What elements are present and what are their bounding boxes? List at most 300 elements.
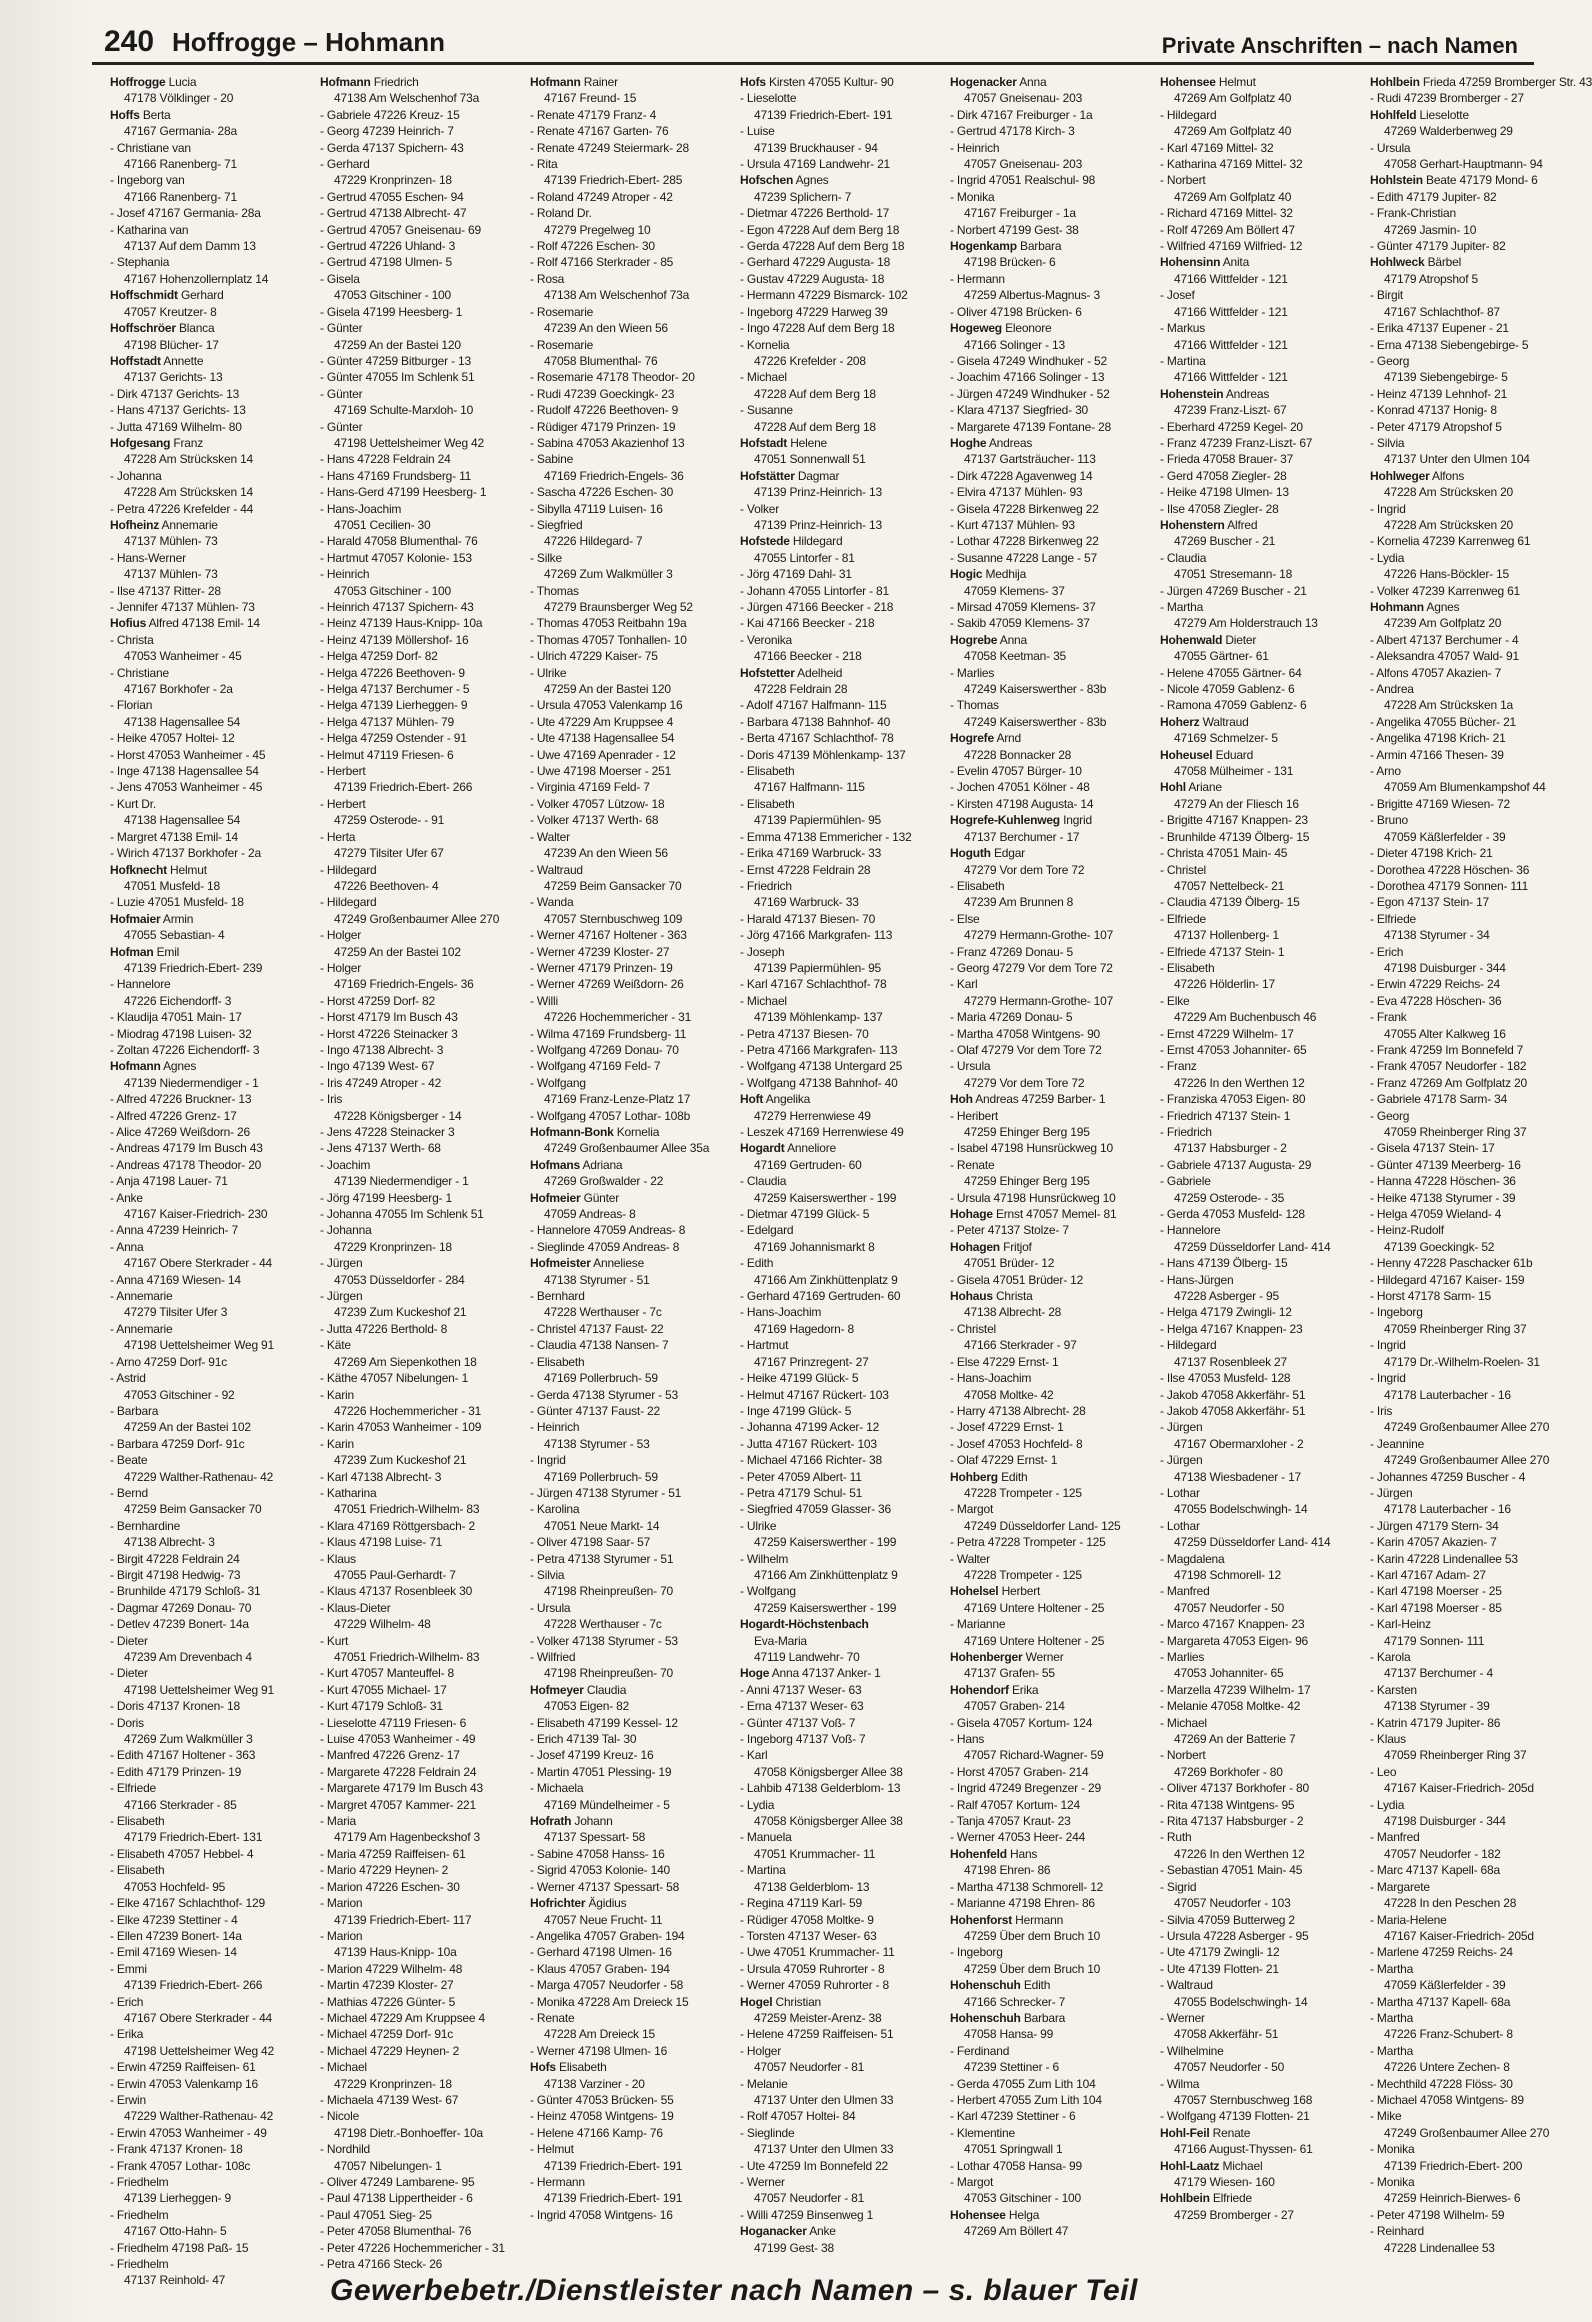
directory-subentry (530, 1944, 730, 1960)
subentry-name: - Georg 47279 Vor dem Tore 72 (950, 960, 1113, 975)
directory-subentry (1160, 1780, 1360, 1796)
directory-subentry (1160, 435, 1360, 451)
directory-entry (1160, 747, 1360, 780)
directory-subentry (1370, 402, 1570, 418)
directory-subentry (740, 1862, 940, 1895)
subentry-name: - Michael (740, 993, 787, 1008)
directory-subentry (530, 1321, 730, 1337)
subentry-name: - Ferdinand (950, 2043, 1010, 2058)
subentry-name: - Lothar 47228 Birkenweg 22 (950, 534, 1099, 549)
subentry-name: - Johann 47055 Lintorfer - 81 (740, 583, 889, 598)
directory-subentry (1160, 1042, 1360, 1058)
directory-subentry (1370, 878, 1570, 894)
subentry-name: - Heinz 47139 Lehnhof- 21 (1370, 386, 1508, 401)
directory-subentry (1160, 1173, 1360, 1206)
given-name: Anna (1019, 75, 1047, 89)
address: 47137 Gerichts- 13 (124, 370, 223, 385)
directory-subentry (110, 2207, 310, 2240)
given-name: Elfriede (1212, 2191, 1252, 2206)
directory-subentry (110, 1173, 310, 1189)
directory-subentry (110, 419, 310, 435)
address: 47249 Kaiserswerther - 83b (964, 714, 1107, 729)
subentry-name: - Franz 47239 Franz-Liszt- 67 (1160, 435, 1313, 450)
address: 47055 Alter Kalkweg 16 (1384, 1026, 1506, 1041)
directory-subentry (110, 1895, 310, 1911)
page-header (92, 22, 1534, 65)
subentry-name: - Marianne 47198 Ehren- 86 (950, 1896, 1095, 1911)
surname: Hohlweck (1370, 255, 1425, 270)
directory-subentry (950, 911, 1150, 944)
subentry-name: - Zoltan 47226 Eichendorff- 3 (110, 1042, 260, 1057)
directory-subentry (530, 993, 730, 1026)
address: 47139 Friedrich-Ebert- 191 (544, 2191, 683, 2206)
subentry-name: - Hannelore (110, 977, 171, 992)
subentry-name: - Wilhelm (740, 1551, 789, 1566)
directory-subentry (110, 829, 310, 845)
address: 47239 An den Wieen 56 (544, 321, 668, 336)
subentry-name: - Ingeborg 47137 Voß- 7 (740, 1732, 866, 1747)
directory-subentry (110, 1764, 310, 1780)
directory-subentry (320, 254, 520, 270)
subentry-name: - Kai 47166 Beecker - 218 (740, 616, 875, 631)
address: 47228 Werthauser - 7c (544, 1617, 662, 1632)
directory-subentry (1370, 2076, 1570, 2092)
directory-entry (110, 74, 310, 107)
subentry-name: - Horst 47226 Steinacker 3 (320, 1026, 458, 1041)
subentry-name: - Jens 47228 Steinacker 3 (320, 1125, 455, 1139)
directory-subentry (1160, 1206, 1360, 1222)
address: 47137 Hollenberg- 1 (1174, 928, 1279, 943)
subentry-name: - Birgit 47198 Hedwig- 73 (110, 1567, 241, 1582)
subentry-name: - Günter (320, 386, 363, 401)
given-name: Elisabeth (559, 2060, 607, 2075)
address: 47226 Hölderlin- 17 (1174, 977, 1275, 992)
subentry-name: - Edith 47167 Holtener - 363 (110, 1748, 256, 1763)
directory-subentry (950, 1944, 1150, 1977)
subentry-name: - Holger (320, 928, 362, 943)
surname: Hohenstein (1160, 386, 1224, 401)
directory-subentry (740, 1944, 940, 1960)
directory-subentry (110, 1157, 310, 1173)
subentry-name: - Maria (320, 1814, 356, 1829)
subentry-name: - Volker 47138 Styrumer - 53 (530, 1633, 678, 1648)
directory-subentry (530, 1403, 730, 1419)
subentry-name: - Käthe 47057 Nibelungen- 1 (320, 1371, 469, 1386)
given-name: Michael (1222, 2158, 1263, 2173)
directory-entry (950, 1206, 1150, 1222)
subentry-name: - Joseph (740, 944, 785, 959)
directory-subentry (530, 1961, 730, 1977)
address: 47137 Unter den Ulmen 33 (754, 2142, 894, 2157)
subentry-name: - Brigitte 47169 Wiesen- 72 (1370, 796, 1511, 811)
subentry-name: - Iris (1370, 1403, 1393, 1418)
directory-subentry (320, 648, 520, 664)
address: 47166 Sterkrader - 97 (964, 1338, 1077, 1353)
directory-subentry (530, 1747, 730, 1763)
directory-subentry (950, 304, 1150, 320)
subentry-name: - Renate 47179 Franz- 4 (530, 107, 657, 122)
directory-subentry (320, 2223, 520, 2239)
subentry-name: - Claudia 47138 Nansen- 7 (530, 1338, 669, 1353)
address: 47059 Käßlerfelder - 39 (1384, 829, 1506, 844)
subentry-name: - Martin 47239 Kloster- 27 (320, 1978, 454, 1993)
directory-subentry (1370, 1862, 1570, 1878)
directory-subentry (110, 1108, 310, 1124)
directory-subentry (740, 566, 940, 582)
subentry-name: - Petra 47138 Styrumer - 51 (530, 1551, 674, 1566)
surname: Hohensinn (1160, 255, 1221, 270)
subentry-name: - Klementine (950, 2125, 1015, 2140)
address: 47057 Sternbuschweg 109 (544, 911, 683, 926)
directory-subentry (740, 1780, 940, 1796)
directory-subentry (740, 1649, 940, 1665)
address: 47249 Großenbaumer Allee 270 (1384, 1420, 1550, 1435)
directory-subentry (530, 1633, 730, 1649)
surname: Hoguth (950, 846, 991, 861)
subentry-name: - Anke (110, 1190, 143, 1205)
address: 47138 Styrumer - 53 (544, 1436, 650, 1451)
directory-subentry (1160, 1944, 1360, 1960)
directory-subentry (530, 697, 730, 713)
directory-column (1370, 74, 1592, 2255)
subentry-name: - Roland Dr. (530, 206, 592, 221)
directory-subentry (320, 1551, 520, 1584)
subentry-name: - Jörg 47199 Heesberg- 1 (320, 1190, 452, 1205)
surname: Hofstätter (740, 468, 795, 483)
directory-subentry (740, 993, 940, 1026)
given-name: Erika (1012, 1682, 1039, 1697)
subentry-name: - Karola (1370, 1650, 1411, 1664)
subentry-name: - Barbara 47259 Dorf- 91c (110, 1436, 245, 1451)
address: 47239 Splichern- 7 (754, 189, 852, 204)
surname: Hoffschmidt (110, 288, 178, 303)
given-name: Edgar (993, 846, 1025, 861)
address: 47057 Graben- 214 (964, 1699, 1065, 1714)
directory-subentry (530, 1928, 730, 1944)
directory-subentry (320, 533, 520, 549)
directory-subentry (530, 1288, 730, 1321)
subentry-name: - Dieter (110, 1666, 148, 1681)
subentry-name: - Leo (1370, 1764, 1397, 1779)
directory-subentry (1370, 1206, 1570, 1222)
surname: Hogic (950, 567, 983, 582)
directory-subentry (320, 222, 520, 238)
surname: Hofmaier (110, 911, 161, 926)
subentry-name: - Mathias 47226 Günter- 5 (320, 1994, 456, 2009)
subentry-name: - Margareta 47053 Eigen- 96 (1160, 1633, 1309, 1648)
address: 47051 Neue Markt- 14 (544, 1518, 660, 1533)
address: 47051 Musfeld- 18 (124, 878, 220, 893)
directory-subentry (1160, 1108, 1360, 1124)
subentry-name: - Gerhard 47169 Gertruden- 60 (740, 1289, 901, 1304)
directory-subentry (530, 1239, 730, 1255)
given-name: Kirsten 47055 Kultur- 90 (769, 75, 894, 89)
subentry-name: - Wilfried (530, 1650, 576, 1664)
directory-subentry (530, 747, 730, 763)
subentry-name: - Emma 47138 Emmericher - 132 (740, 829, 912, 844)
directory-subentry (530, 1222, 730, 1238)
subentry-name: - Helga 47259 Ostender - 91 (320, 731, 467, 746)
directory-subentry (950, 1157, 1150, 1190)
subentry-name: - Doris 47137 Kronen- 18 (110, 1699, 240, 1714)
directory-subentry (950, 2043, 1150, 2076)
directory-subentry (110, 796, 310, 829)
address: 47138 Varziner - 20 (544, 2076, 645, 2091)
subentry-name: - Friedhelm 47198 Paß- 15 (110, 2240, 249, 2255)
subentry-name: - Marion (320, 1928, 363, 1943)
subentry-name: - Leszek 47169 Herrenwiese 49 (740, 1125, 904, 1139)
address: 47179 Friedrich-Ebert- 131 (124, 1830, 263, 1845)
directory-subentry (110, 1944, 310, 1960)
directory-entry (950, 1682, 1150, 1715)
subentry-name: - Bruno (1370, 813, 1408, 828)
directory-subentry (1370, 665, 1570, 681)
surname: Hofstetter (740, 665, 795, 680)
subentry-name: - Lahbib 47138 Gelderblom- 13 (740, 1781, 901, 1796)
subentry-name: - Elisabeth 47057 Hebbel- 4 (110, 1846, 254, 1861)
given-name: Alfons (1432, 468, 1465, 483)
address: 47051 Cecilien- 30 (334, 517, 431, 532)
directory-entry (110, 615, 310, 631)
address: 47139 Friedrich-Ebert- 266 (124, 1978, 263, 1993)
directory-subentry (1160, 697, 1360, 713)
surname: Hohenberger (950, 1650, 1023, 1664)
address: 47059 Klemens- 37 (964, 583, 1065, 598)
subentry-name: - Armin 47166 Thesen- 39 (1370, 747, 1504, 762)
subentry-name: - Marion 47229 Wilhelm- 48 (320, 1961, 463, 1976)
address: 47169 Pollerbruch- 59 (544, 1469, 658, 1484)
address: 47259 Beim Gansacker 70 (544, 878, 682, 893)
directory-subentry (320, 1370, 520, 1386)
directory-subentry (110, 140, 310, 173)
given-name: Frieda 47259 Bromberger Str. 43 (1422, 75, 1592, 89)
given-name: Blanca (178, 321, 215, 336)
directory-subentry (1370, 583, 1570, 599)
subentry-name: - Sieglinde 47059 Andreas- 8 (530, 1239, 680, 1254)
subentry-name: - Christiane (110, 665, 169, 680)
directory-subentry (1160, 1551, 1360, 1584)
subentry-name: - Olaf 47279 Vor dem Tore 72 (950, 1042, 1102, 1057)
directory-subentry (530, 501, 730, 517)
subentry-name: - Ingeborg (1370, 1305, 1423, 1320)
directory-subentry (950, 501, 1150, 517)
subentry-name: - Heike 47057 Holtei- 12 (110, 731, 235, 746)
subentry-name: - Heinz 47139 Möllershof- 16 (320, 632, 469, 647)
subentry-name: - Ernst 47053 Johanniter- 65 (1160, 1042, 1307, 1057)
surname: Hohberg (950, 1469, 998, 1484)
surname: Hohenschuh (950, 2010, 1021, 2025)
address: 47137 Reinhold- 47 (124, 2273, 226, 2288)
address: 47279 Hermann-Grothe- 107 (964, 993, 1114, 1008)
address: 47279 Herrenwiese 49 (754, 1108, 871, 1123)
subentry-name: - Elvira 47137 Mühlen- 93 (950, 485, 1083, 500)
surname: Hofmans (530, 1157, 580, 1172)
directory-subentry (740, 1304, 940, 1337)
surname: Hogardt (740, 1141, 785, 1156)
subentry-name: - Ingrid (1370, 501, 1406, 516)
address: 47228 Auf dem Berg 18 (754, 419, 876, 434)
subentry-name: - Markus (1160, 321, 1206, 336)
directory-subentry (320, 714, 520, 730)
directory-subentry (1370, 550, 1570, 583)
subentry-name: - Marianne (950, 1617, 1006, 1632)
address: 47057 Neudorfer - 50 (1174, 1600, 1285, 1615)
directory-subentry (1160, 353, 1360, 386)
directory-entry (740, 1616, 940, 1649)
address: 47051 Friedrich-Wilhelm- 83 (334, 1502, 480, 1517)
subentry-name: - Gabriele (1160, 1174, 1211, 1189)
subentry-name: - Thomas (950, 698, 999, 713)
address: 47259 An der Bastei 102 (334, 944, 461, 959)
address: 47167 Halfmann- 115 (754, 780, 865, 795)
directory-subentry (1160, 419, 1360, 435)
subentry-name: - Arno (1370, 764, 1401, 779)
surname: Hohl-Laatz (1160, 2158, 1220, 2173)
surname: Hohelsel (950, 1584, 999, 1599)
subentry-name: - Rosemarie 47178 Theodor- 20 (530, 370, 695, 385)
subentry-name: - Andrea (1370, 682, 1414, 697)
directory-subentry (950, 189, 1150, 222)
address: 47226 Untere Zechen- 8 (1384, 2060, 1510, 2075)
subentry-name: - Wolfgang 47269 Donau- 70 (530, 1042, 679, 1057)
directory-subentry (740, 1797, 940, 1830)
subentry-name: - Konrad 47137 Honig- 8 (1370, 403, 1497, 418)
directory-subentry (1370, 1140, 1570, 1156)
directory-subentry (1370, 1255, 1570, 1271)
address: 47249 Kaiserswerther - 83b (964, 682, 1107, 697)
subentry-name: - Herbert (320, 796, 366, 811)
subentry-name: - Johanna 47199 Acker- 12 (740, 1420, 880, 1435)
address: 47226 Hildegard- 7 (544, 534, 643, 549)
address: 47169 Untere Holtener - 25 (964, 1633, 1105, 1648)
given-name: Helmut (1218, 75, 1256, 89)
directory-entry (740, 1091, 940, 1124)
subentry-name: - Elisabeth (110, 1814, 165, 1829)
directory-subentry (740, 2207, 940, 2223)
surname: Hoherz (1160, 714, 1200, 729)
subentry-name: - Günter 47137 Faust- 22 (530, 1403, 660, 1418)
subentry-name: - Hans-Jürgen (1160, 1272, 1234, 1287)
subentry-name: - Margarete 47179 Im Busch 43 (320, 1781, 483, 1796)
directory-subentry (1160, 1633, 1360, 1649)
subentry-name: - Bernd (110, 1485, 148, 1500)
directory-subentry (530, 1042, 730, 1058)
address: 47259 An der Bastei 120 (544, 682, 671, 697)
directory-subentry (950, 271, 1150, 304)
subentry-name: - Nordhild (320, 2142, 371, 2157)
subentry-name: - Peter 47226 Hochemmericher - 31 (320, 2240, 505, 2255)
address: 47138 Hagensallee 54 (124, 813, 241, 828)
directory-subentry (1160, 960, 1360, 993)
subentry-name: - Michael 47259 Dorf- 91c (320, 2027, 454, 2042)
directory-subentry (1160, 1715, 1360, 1748)
subentry-name: - Günter 47179 Jupiter- 82 (1370, 239, 1506, 254)
address: 47269 Borkhofer - 80 (1174, 1764, 1283, 1779)
subentry-name: - Ernst 47229 Wilhelm- 17 (1160, 1026, 1294, 1041)
given-name: Rainer (583, 75, 618, 89)
subentry-name: - Inge 47138 Hagensallee 54 (110, 764, 259, 779)
directory-subentry (530, 156, 730, 189)
subentry-name: - Werner 47198 Ulmen- 16 (530, 2043, 668, 2058)
directory-subentry (320, 2256, 520, 2272)
subentry-name: - Gabriele 47137 Augusta- 29 (1160, 1157, 1312, 1172)
directory-subentry (530, 960, 730, 976)
directory-subentry (740, 1222, 940, 1255)
surname: Hoft (740, 1092, 764, 1107)
directory-subentry (320, 1879, 520, 1895)
subentry-name: - Ruth (1160, 1830, 1192, 1845)
address: 47167 Kaiser-Friedrich- 205d (1384, 1928, 1534, 1943)
subentry-name: - Ilse 47058 Ziegler- 28 (1160, 501, 1279, 516)
directory-subentry (320, 1387, 520, 1420)
directory-subentry (740, 1436, 940, 1452)
address: 47269 An der Batterie 7 (1174, 1732, 1296, 1747)
subentry-name: - Susanne (740, 403, 793, 418)
subentry-name: - Heinz-Rudolf (1370, 1223, 1444, 1238)
directory-subentry (1160, 550, 1360, 583)
subentry-name: - Erwin 47259 Raiffeisen- 61 (110, 2060, 256, 2075)
directory-column (110, 74, 310, 2288)
directory-subentry (1370, 337, 1570, 353)
directory-subentry (320, 730, 520, 746)
subentry-name: - Aleksandra 47057 Wald- 91 (1370, 649, 1519, 664)
address: 47228 Am Strücksken 14 (124, 485, 254, 500)
address: 47059 Andreas- 8 (544, 1207, 636, 1222)
address: 47139 Friedrich-Ebert- 191 (754, 107, 893, 122)
directory-subentry (530, 1337, 730, 1353)
subentry-name: - Gerda 47055 Zum Lith 104 (950, 2076, 1096, 2091)
directory-subentry (320, 1140, 520, 1156)
directory-subentry (320, 468, 520, 484)
directory-subentry (950, 172, 1150, 188)
address: 47138 Styrumer - 34 (1384, 928, 1490, 943)
address: 47259 Ehinger Berg 195 (964, 1125, 1090, 1139)
subentry-name: - Horst 47259 Dorf- 82 (320, 993, 435, 1008)
address: 47166 Wittfelder - 121 (1174, 304, 1288, 319)
address: 47139 Prinz-Heinrich- 13 (754, 517, 882, 532)
subentry-name: - Karl (740, 1748, 768, 1763)
subentry-name: - Anja 47198 Lauer- 71 (110, 1174, 228, 1189)
subentry-name: - Jürgen (1160, 1453, 1203, 1468)
subentry-name: - Henny 47228 Paschacker 61b (1370, 1256, 1533, 1271)
directory-subentry (530, 583, 730, 616)
directory-subentry (1370, 1042, 1570, 1058)
given-name: Günter (583, 1190, 620, 1205)
directory-subentry (110, 1190, 310, 1223)
surname: Hofmann (530, 75, 581, 89)
subentry-name: - Helga 47059 Wieland- 4 (1370, 1207, 1502, 1222)
subentry-name: - Renate 47249 Steiermark- 28 (530, 140, 689, 155)
directory-subentry (320, 829, 520, 862)
subentry-name: - Volker 47239 Karrenweg 61 (1370, 583, 1521, 598)
subentry-name: - Ute 47139 Flotten- 21 (1160, 1961, 1279, 1976)
address: 47057 Gneisenau- 203 (964, 91, 1083, 106)
address: 47269 Zum Walkmüller 3 (544, 567, 673, 582)
surname: Hofmeister (530, 1256, 591, 1271)
address: 47058 Gerhart-Hauptmann- 94 (1384, 157, 1543, 172)
directory-subentry (530, 402, 730, 418)
given-name: Anke (809, 2224, 836, 2239)
directory-entry (740, 1994, 940, 2027)
directory-subentry (110, 1321, 310, 1354)
subentry-name: - Dietmar 47199 Glück- 5 (740, 1207, 870, 1222)
subentry-name: - Hans 47139 Ölberg- 15 (1160, 1256, 1288, 1271)
subentry-name: - Jürgen 47269 Buscher - 21 (1160, 583, 1307, 598)
directory-subentry (1370, 2043, 1570, 2076)
subentry-name: - Erwin 47229 Reichs- 24 (1370, 977, 1500, 992)
subentry-name: - Klaus-Dieter (320, 1600, 391, 1615)
address: 47228 Trompeter - 125 (964, 1567, 1082, 1582)
